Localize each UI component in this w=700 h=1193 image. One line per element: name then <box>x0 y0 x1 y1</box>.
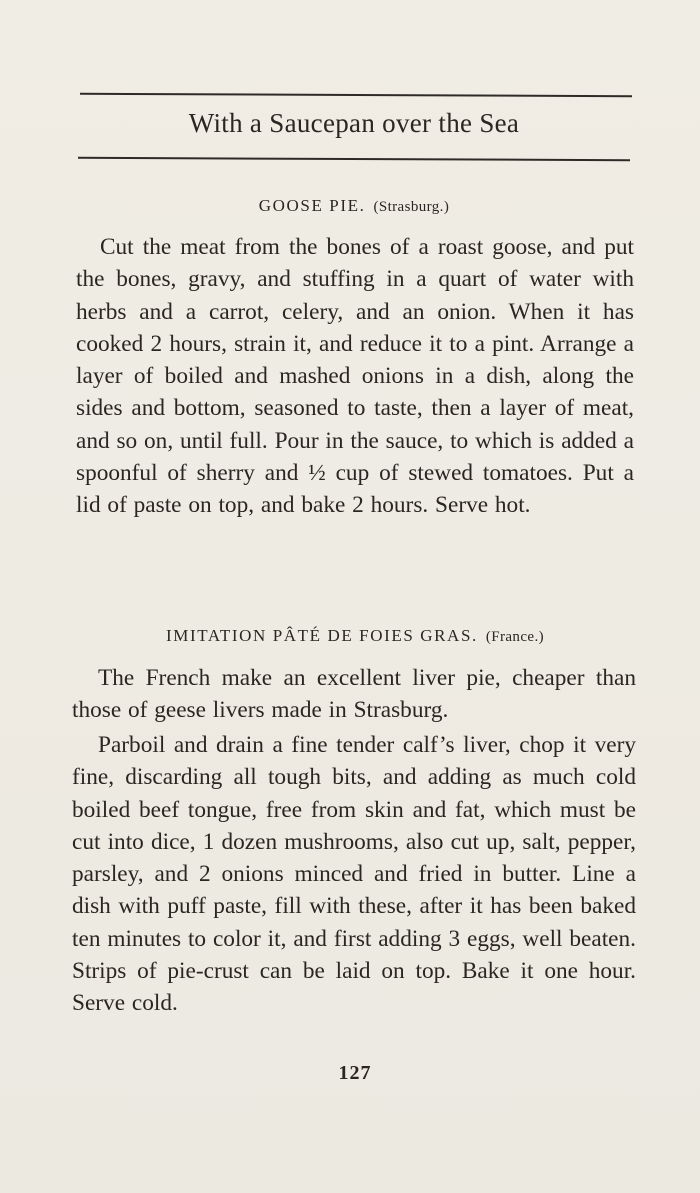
recipe-title-imitation-pate <box>70 626 640 646</box>
recipe-title-text: IMITATION PÂTÉ DE FOIES GRAS. <box>166 626 478 645</box>
recipe-title-text: GOOSE PIE. <box>258 196 366 215</box>
recipe-origin: (Strasburg.) <box>373 199 450 215</box>
recipe-title-goose-pie <box>78 196 630 216</box>
recipe-paragraph: The French make an excellent liver pie, cheaper than those of geese livers made in Strasburg. <box>72 665 636 724</box>
header-rule-top <box>80 93 632 97</box>
running-head: With a Saucepan over the Sea <box>188 108 520 138</box>
page-number: 127 <box>338 1062 372 1084</box>
recipe-paragraph: Parboil and drain a fine tender calf’s liver, chop it very fine, discarding all tough bits, and adding as much cold boiled beef tongue, free from skin and fat, which must be cut into dice, 1 dozen mushrooms, also cut up, salt, pepper, parsley, and 2 onions minced and fried in butter. Line a dish with puff paste, fill with these, after it has been baked ten minutes to color it, and first adding 3 eggs, well beaten. Strips of pie-crust can be laid on top. Bake it one hour. Serve cold. <box>72 732 636 1017</box>
header-rule-bottom <box>78 157 630 161</box>
recipe-origin: (France.) <box>485 629 544 645</box>
recipe-paragraph: Cut the meat from the bones of a roast goose, and put the bones, gravy, and stuffing in a quart of water with herbs and a carrot, celery, and an onion. When it has cooked 2 hours, strain it, and reduce it to a pint. Arrange a layer of boiled and mashed onions in a dish, along the sides and bottom, seasoned to taste, then a layer of meat, and so on, until full. Pour in the sauce, to which is added a spoonful of sherry and ½ cup of stewed tomatoes. Put a lid of paste on top, and bake 2 hours. Serve hot. <box>76 234 634 519</box>
